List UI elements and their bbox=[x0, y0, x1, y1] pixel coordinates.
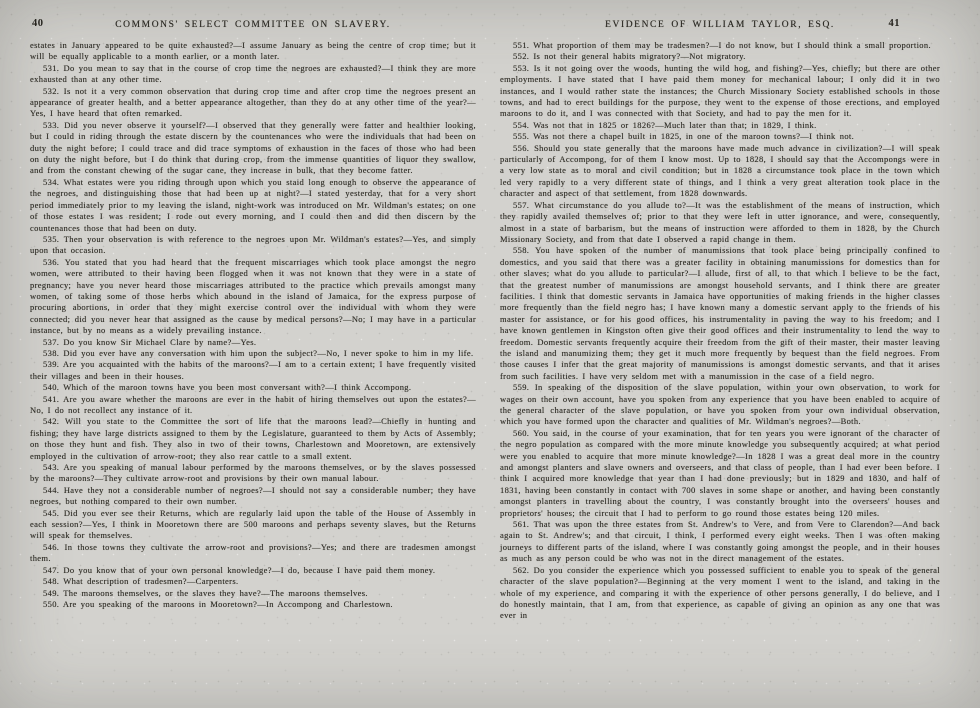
paragraph: 556. Should you state generally that the maroons have made much advance in civilization?—I will speak particularly of Accompong, for of them I know most. Up to 1828, I should say that the Accompongs were in a very low state as to moral and civil condition; but in 1828 a circumstance took place in the town which led very rapidly to a very different state of things, and I think a very great alteration took place in the character and aspect of that settlement, from 1828 downwards. bbox=[500, 142, 940, 199]
paragraph: 553. Is it not going over the woods, hunting the wild hog, and fishing?—Yes, chiefly; but there are other employments. I have stated that I have paid them money for mechanical labour; I only did it in two instances, and I would rather state the instances; the Church Missionary Society established schools in those towns, and had to erect buildings for the purpose, they went to the expense of those erections, and employed maroons to do it, and I was connected with that Society, and had to pay the men for it. bbox=[500, 62, 940, 119]
paragraph: 533. Did you never observe it yourself?—I observed that they generally were fatter and healthier looking, but I could in riding through the estate discern by the countenances who were the individuals that had been on duty the night before; I could trace and did trace symptoms of exhaustion in the faces of those who had been on duty the night before, but I do think that during crop, from the immense quantities of liquor they swallow, and from the constant chewing of the sugar cane, they increase in bulk, that they become fatter. bbox=[30, 119, 476, 176]
left-page bbox=[30, 14, 476, 610]
paragraph: 559. In speaking of the disposition of the slave population, within your own observation, to work for wages on their own account, have you spoken from any experience that you have been enabled to acquire of the general character of the slave population, or have you spoken from your own individual observation, which you have formed upon the character and qualities of Mr. Wildman's negroes?—Both. bbox=[500, 382, 940, 427]
paragraph: estates in January appeared to be quite exhausted?—I assume January as being the centre of crop time; but it will be equally applicable to a month earlier, or a month later. bbox=[30, 40, 476, 62]
left-running-head bbox=[30, 14, 476, 36]
paragraph: 561. That was upon the three estates from St. Andrew's to Vere, and from Vere to Clarendon?—And back again to St. Andrew's; and that circuit, I think, I performed every eight weeks. Then I was often making journeys to different parts of the island, where I was constantly going amongst the people, and in their houses as much as any person could be who was not in the direct management of the estates. bbox=[500, 519, 940, 564]
left-page-number: 40 bbox=[32, 18, 44, 29]
paragraph: 546. In those towns they cultivate the arrow-root and provisions?—Yes; and there are tradesmen amongst them. bbox=[30, 541, 476, 564]
paragraph: 539. Are you acquainted with the habits of the maroons?—I am to a certain extent; I have frequently visited their villages and been in their houses. bbox=[30, 359, 476, 381]
paragraph: 551. What proportion of them may be tradesmen?—I do not know, but I should think a small proportion. bbox=[513, 40, 931, 50]
paragraph: 537. Do you know Sir Michael Clare by name?—Yes. bbox=[43, 336, 257, 347]
paragraph: 538. Did you ever have any conversation with him upon the subject?—No, I never spoke to him in my life. bbox=[43, 347, 474, 358]
paragraph: 562. Do you consider the experience which you possessed sufficient to enable you to speak of the general character of the slave population?—Beginning at the very moment I went to the island, and taking in the whole of my experience, and comparing it with the experience of other persons generally, I do believe, and I do honestly maintain, that I am, from that experience, as capable of giving an opinion as any one that was ever in bbox=[500, 564, 940, 621]
paragraph: 541. Are you aware whether the maroons are ever in the habit of hiring themselves out upon the estates?—No, I do not recollect any instance of it. bbox=[30, 393, 476, 415]
right-page bbox=[500, 14, 940, 622]
right-running-title: EVIDENCE OF WILLIAM TAYLOR, ESQ. bbox=[605, 20, 835, 30]
paragraph: 534. What estates were you riding through upon which you staid long enough to observe the appearance of the negroes, and distinguishing those that had been up at night?—I stated yesterday, that for a very short period immediately prior to my leaving the island, night-work was introduced on Mr. Wildman's estates; on one of those estates I was resident; I rode out every morning, and I could then and did then discern by the countenances those that had been on duty. bbox=[30, 176, 476, 233]
paragraph: 545. Did you ever see their Returns, which are regularly laid upon the table of the House of Assembly in each session?—Yes, I think in Mooretown there are 500 maroons and perhaps seventy slaves, but the Returns will speak for themselves. bbox=[30, 507, 476, 541]
right-page-text bbox=[500, 40, 940, 622]
left-page-text bbox=[30, 40, 476, 610]
paragraph: 544. Have they not a considerable number of negroes?—I should not say a considerable number; they have negroes, but nothing compared to their own number. bbox=[30, 484, 476, 507]
paragraph: 542. Will you state to the Committee the sort of life that the maroons lead?—Chiefly in hunting and fishing; they have large districts assigned to them by the Legislature, guaranteed to them by Acts of Assembly; on those they hunt and fish. They also in two of their towns, Charlestown and Mooretown, are extensively employed in the cultivation of arrow-root; they also rear cattle to a small extent. bbox=[30, 416, 476, 461]
paragraph: 555. Was not there a chapel built in 1825, in one of the maroon towns?—I think not. bbox=[513, 131, 855, 142]
paragraph: 536. You stated that you had heard that the frequent miscarriages which took place amongst the negro women, were attributed to their having been flogged when it was not known that they were in a state of pregnancy; have you never heard those miscarriages attributed to the practice which prevails amongst many women, of taking some of those herbs which abound in the island of Jamaica, for the express purpose of procuring abortions, in order that they might exercise control over the individual with whom they were connected; did you never hear that assigned as the cause by medical persons?—No; I may have in a particular instance, but by no means as a widely prevailing instance. bbox=[30, 256, 476, 336]
paragraph: 557. What circumstance do you allude to?—It was the establishment of the means of instruction, which they rapidly availed themselves of; prior to that they were left in utter ignorance, and were, consequently, almost in a state of barbarism, but the means of instruction were afforded to them in 1828, by the Church Missionary Society, and from that date I observed a rapid change in them. bbox=[500, 199, 940, 244]
paragraph: 558. You have spoken of the number of manumissions that took place being principally confined to domestics, and you said that there was a greater facility in obtaining manumissions for domestics than for other slaves; what do you allude to particular?—I allude, first of all, to that which I believe to be the fact, that the greatest number of manumissions are amongst household servants, and I think there are greater facilities. I think that domestic servants in Jamaica have opportunities of making friends in the higher classes more frequently than the field negro has; I have known many a domestic servant apply to the friends of his master for assistance, or for his good offices, his instrumentality in paving the way to his freedom; and I have known gentlemen in Kingston often give their good offices and their instrumentality to lend the way to freedom. Domestic servants frequently acquire their freedom from the gift of their master, their master leaving the island and manumizing them; they get it much more frequently by bequest than the field negroes. From those causes I infer that the great majority of manumissions is amongst domestic servants, and that it arises from such facilities. I have very seldom met with a manumission in the case of a field negro. bbox=[500, 245, 940, 381]
paragraph: 543. Are you speaking of manual labour performed by the maroons themselves, or by the slaves possessed by the maroons?—They cultivate arrow-root and provisions by their own manual labour. bbox=[30, 462, 476, 484]
paragraph: 532. Is not it a very common observation that during crop time and after crop time the negroes present an appearance of greater health, and a better appearance altogether, than they do at any other time of the year?—Yes, I have heard that often remarked. bbox=[30, 85, 476, 119]
paragraph: 540. Which of the maroon towns have you been most conversant with?—I think Accompong. bbox=[43, 382, 412, 393]
paragraph: 547. Do you know that of your own personal knowledge?—I do, because I have paid them money. bbox=[43, 564, 436, 575]
paragraph: 552. Is not their general habits migratory?—Not migratory. bbox=[513, 51, 746, 62]
paragraph: 535. Then your observation is with reference to the negroes upon Mr. Wildman's estates?—Yes, and simply upon that occasion. bbox=[30, 233, 476, 256]
paragraph: 554. Was not that in 1825 or 1826?—Much later than that; in 1829, I think. bbox=[513, 119, 817, 130]
paragraph: 550. Are you speaking of the maroons in Mooretown?—In Accompong and Charlestown. bbox=[43, 598, 393, 609]
paragraph: 549. The maroons themselves, or the slaves they have?—The maroons themselves. bbox=[43, 587, 368, 598]
paragraph: 548. What description of tradesmen?—Carpenters. bbox=[43, 576, 239, 587]
paragraph: 560. You said, in the course of your examination, that for ten years you were ignorant of the character of the negro population as compared with the more minute knowledge you subsequently acquired; at what period were you enabled to acquire that more minute knowledge?—In 1828 I was a great deal more in the country and amongst planters and slave owners and overseers, and that class of people, than I had ever been before. I think I acquired more knowledge that year than I had done previously; but in 1829 and 1830, and half of 1831, having been constantly in contact with 700 slaves in some shape or another, and having been constantly amongst planters in travelling about the country, I was constantly brought into the overseers' houses and proprietors' houses; the circuit that I had to perform to go round those estates being 120 miles. bbox=[500, 427, 940, 518]
paragraph: 531. Do you mean to say that in the course of crop time the negroes are exhausted?—I think they are more exhausted than at any other time. bbox=[30, 62, 476, 85]
right-page-number: 41 bbox=[888, 18, 900, 29]
right-running-head bbox=[500, 14, 940, 36]
left-running-title: COMMONS' SELECT COMMITTEE ON SLAVERY. bbox=[115, 20, 391, 30]
